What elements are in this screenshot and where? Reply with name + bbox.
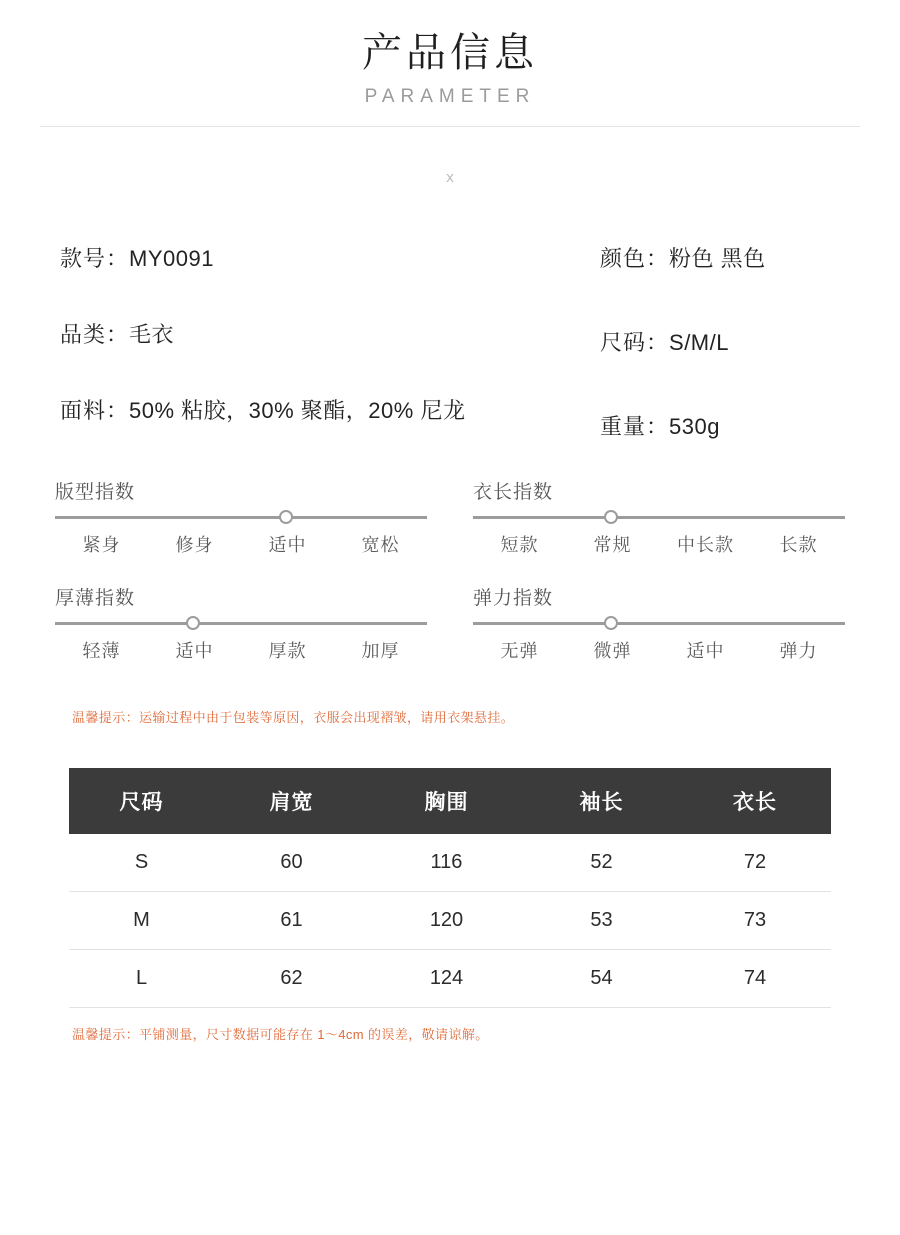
table-header-bust: 胸围	[369, 768, 524, 834]
page-title: 产品信息	[362, 31, 538, 75]
spec-label-size: 尺码：	[600, 330, 670, 355]
meter-knob-fit[interactable]	[279, 510, 293, 524]
spec-row-size	[600, 332, 900, 354]
spec-row-color	[600, 248, 900, 270]
spec-column-left	[60, 248, 530, 476]
cell-bust: 116	[369, 834, 524, 892]
spec-row-fabric	[60, 400, 530, 422]
cell-size: S	[69, 834, 214, 892]
meter-bar-elasticity	[473, 622, 845, 625]
cell-shoulder: 60	[214, 834, 369, 892]
meter-tick-fit-0: 紧身	[82, 535, 121, 555]
table-row	[69, 950, 831, 1008]
meter-tick-fit-2: 适中	[268, 535, 307, 555]
spec-value-color: 粉色 黑色	[669, 246, 766, 271]
meter-tick-elasticity-0: 无弹	[500, 641, 539, 661]
table-header-shoulder: 肩宽	[214, 768, 369, 834]
cell-bust: 120	[369, 892, 524, 950]
page-header	[0, 0, 900, 127]
meter-tick-elasticity-3: 弹力	[779, 641, 818, 661]
meter-tick-thickness-2: 厚款	[268, 641, 307, 661]
spec-value-fabric: 50% 粘胶，30% 聚酯，20% 尼龙	[129, 398, 466, 423]
meter-bar-length	[473, 516, 845, 519]
spec-value-style-no: MY0091	[129, 246, 214, 271]
table-header-size: 尺码	[69, 768, 214, 834]
page-subtitle: PARAMETER	[364, 86, 536, 107]
meter-tick-thickness-0: 轻薄	[82, 641, 121, 661]
meter-tick-thickness-1: 适中	[175, 641, 214, 661]
cell-sleeve: 52	[524, 834, 679, 892]
meter-title-fit: 版型指数	[55, 482, 136, 503]
spec-label-fabric: 面料：	[60, 398, 130, 423]
cell-length: 74	[679, 950, 831, 1008]
spec-value-category: 毛衣	[129, 322, 175, 347]
meter-knob-elasticity[interactable]	[604, 616, 618, 630]
cell-size: M	[69, 892, 214, 950]
note-measure-tolerance: 温馨提示：平铺测量，尺寸数据可能存在 1～4cm 的误差，敬请谅解。	[72, 1027, 489, 1042]
table-header-sleeve: 袖长	[524, 768, 679, 834]
meter-tick-length-3: 长款	[779, 535, 818, 555]
product-spec-section	[60, 248, 840, 463]
meter-track-elasticity[interactable]	[473, 616, 845, 630]
spec-label-color: 颜色：	[600, 246, 670, 271]
meter-knob-length[interactable]	[604, 510, 618, 524]
spec-label-weight: 重量：	[600, 414, 670, 439]
meter-track-fit[interactable]	[55, 510, 427, 524]
table-row	[69, 892, 831, 950]
meter-knob-thickness[interactable]	[186, 616, 200, 630]
meter-scale-length	[473, 531, 845, 557]
meter-tick-length-1: 常规	[593, 535, 632, 555]
cell-bust: 124	[369, 950, 524, 1008]
meter-tick-thickness-3: 加厚	[361, 641, 400, 661]
meter-fit-index	[55, 477, 427, 557]
cell-sleeve: 53	[524, 892, 679, 950]
meter-scale-thickness	[55, 637, 427, 663]
x-placeholder-mark: x	[446, 169, 454, 186]
meter-tick-length-0: 短款	[500, 535, 539, 555]
spec-value-size: S/M/L	[669, 330, 729, 355]
spec-label-style-no: 款号：	[60, 246, 130, 271]
table-row	[69, 834, 831, 892]
table-header-row	[69, 768, 831, 834]
cell-shoulder: 61	[214, 892, 369, 950]
meter-tick-elasticity-1: 微弹	[593, 641, 632, 661]
meter-title-length: 衣长指数	[473, 482, 554, 503]
meter-title-thickness: 厚薄指数	[55, 588, 136, 609]
meter-scale-fit	[55, 531, 427, 557]
spec-row-category	[60, 324, 530, 346]
meter-title-elasticity: 弹力指数	[473, 588, 554, 609]
cell-length: 73	[679, 892, 831, 950]
index-meter-group	[55, 477, 845, 689]
note-shipping-wrinkle: 温馨提示：运输过程中由于包装等原因，衣服会出现褶皱，请用衣架悬挂。	[72, 710, 515, 725]
meter-thickness-index	[55, 583, 427, 663]
meter-tick-fit-3: 宽松	[361, 535, 400, 555]
spec-label-category: 品类：	[60, 322, 130, 347]
meter-tick-length-2: 中长款	[677, 535, 734, 555]
cell-sleeve: 54	[524, 950, 679, 1008]
meter-bar-thickness	[55, 622, 427, 625]
spec-row-style-no	[60, 248, 530, 270]
size-chart-table	[69, 768, 831, 1008]
table-header-length: 衣长	[679, 768, 831, 834]
header-divider	[40, 126, 860, 127]
cell-shoulder: 62	[214, 950, 369, 1008]
meter-track-thickness[interactable]	[55, 616, 427, 630]
meter-tick-elasticity-2: 适中	[686, 641, 725, 661]
meter-track-length[interactable]	[473, 510, 845, 524]
spec-value-weight: 530g	[669, 414, 720, 439]
meter-tick-fit-1: 修身	[175, 535, 214, 555]
spec-row-weight	[600, 416, 900, 438]
meter-scale-elasticity	[473, 637, 845, 663]
cell-length: 72	[679, 834, 831, 892]
meter-elasticity-index	[473, 583, 845, 663]
spec-column-right	[600, 248, 900, 500]
meter-bar-fit	[55, 516, 427, 519]
cell-size: L	[69, 950, 214, 1008]
